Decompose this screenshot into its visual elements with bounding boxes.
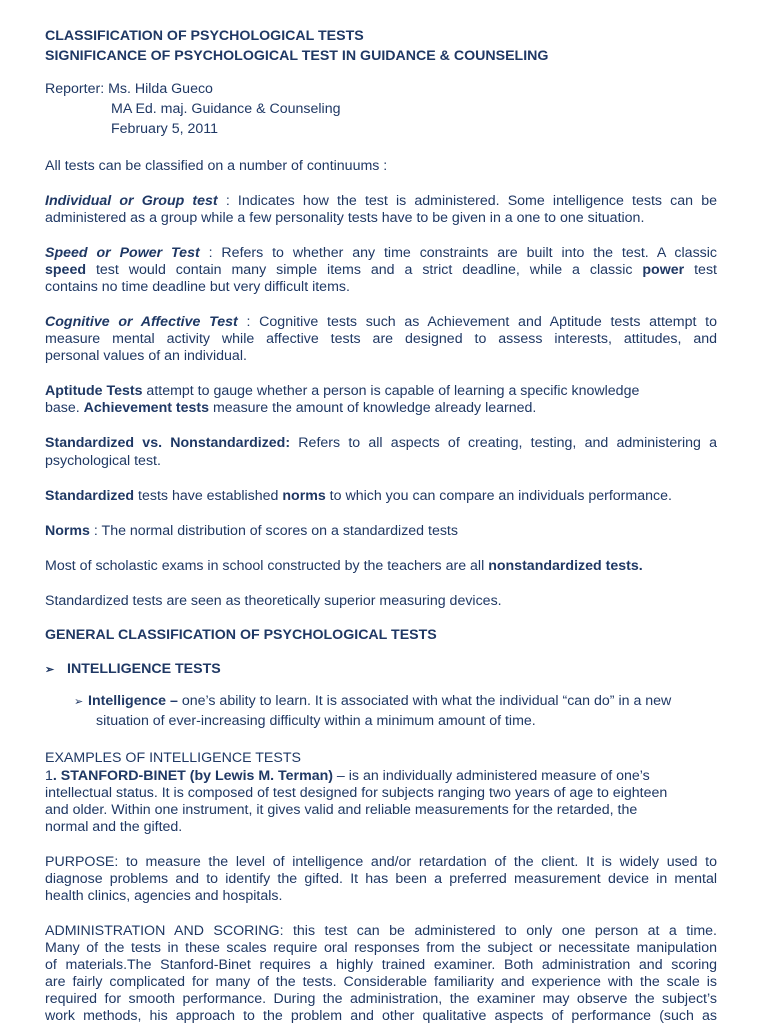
text-line	[45, 400, 536, 417]
text-line: personal values of an individual.	[45, 348, 247, 364]
text-span: measure the amount of knowledge already learned.	[209, 400, 537, 416]
text-span: Refers to all aspects of creating, testing, and administering a	[290, 435, 717, 451]
text-line	[45, 262, 717, 279]
text-line: intellectual status. It is composed of test designed for subjects ranging two years of age to eighteen	[45, 785, 668, 801]
text-span: : The normal distribution of scores on a standardized tests	[89, 523, 458, 539]
paragraph-norms-intro	[45, 488, 672, 505]
stanford-binet-paragraph	[45, 768, 650, 785]
text-line: contains no time deadline but very difficult items.	[45, 279, 350, 295]
paragraph-scholastic	[45, 558, 643, 575]
paragraph-standardized	[45, 435, 717, 452]
text-span: test	[684, 262, 717, 278]
text-span: attempt to gauge whether a person is capable of learning a specific knowledge	[142, 383, 640, 399]
term-cognitive-affective: Cognitive or Affective Test	[45, 314, 238, 330]
text-line: : Cognitive tests such as Achievement and Aptitude tests attempt to	[237, 314, 717, 330]
report-date: February 5, 2011	[111, 121, 218, 137]
arrow-bullet-icon: ➢	[74, 696, 84, 708]
reporter-degree: MA Ed. maj. Guidance & Counseling	[111, 101, 341, 117]
text-line: measure mental activity while affective tests are designed to assess interests, attitudes, and	[45, 331, 717, 347]
document-title: CLASSIFICATION OF PSYCHOLOGICAL TESTS	[45, 28, 364, 44]
bold-term: norms	[282, 488, 326, 504]
text-line: diagnose problems and to identify the gifted. It has been a preferred measurement device in mental	[45, 871, 717, 887]
text-span: tests have established	[134, 488, 283, 504]
text-line: situation of ever-increasing difficulty within a minimum amount of time.	[96, 713, 536, 729]
paragraph-individual-group	[45, 193, 717, 210]
paragraph-cognitive-affective	[45, 314, 717, 331]
bold-term: speed	[45, 262, 87, 278]
text-span: Most of scholastic exams in school constructed by the teachers are all	[45, 558, 489, 574]
paragraph-aptitude	[45, 383, 639, 400]
text-span: to which you can compare an individuals performance.	[325, 488, 672, 504]
text-line: are fairly complicated for many of the tests. Considerable familiarity and experience with the scale is	[45, 974, 717, 990]
text-line: : Indicates how the test is administered. Some intelligence tests can be	[217, 193, 717, 209]
arrow-bullet-icon: ➢	[45, 664, 55, 676]
list-number: 1	[45, 768, 53, 784]
bold-term: . STANFORD-BINET (by Lewis M. Terman)	[52, 768, 333, 784]
document-subtitle: SIGNIFICANCE OF PSYCHOLOGICAL TEST IN GUIDANCE & COUNSELING	[45, 48, 549, 64]
text-span: one’s ability to learn. It is associated with what the individual “can do” in a new	[177, 693, 672, 709]
term-speed-power: Speed or Power Test	[45, 245, 200, 261]
text-line: of materials.The Stanford-Binet requires a highly trained examiner. Both administration and scoring	[45, 957, 717, 973]
general-classification-heading: GENERAL CLASSIFICATION OF PSYCHOLOGICAL TESTS	[45, 627, 437, 643]
text-line: : Refers to whether any time constraints are built into the test. A classic	[199, 245, 717, 261]
bold-term: Norms	[45, 523, 90, 539]
bold-term: Standardized vs. Nonstandardized:	[45, 435, 291, 451]
text-line: psychological test.	[45, 453, 161, 469]
bold-term: nonstandardized tests.	[488, 558, 643, 574]
bold-term: power	[642, 262, 685, 278]
text-line: work methods, his approach to the problem and other qualitative aspects of performance (such as	[45, 1008, 717, 1024]
heading-text: INTELLIGENCE TESTS	[67, 661, 221, 677]
bold-term: Aptitude Tests	[45, 383, 143, 399]
administration-paragraph: ADMINISTRATION AND SCORING: this test can be administered to only one person at a time.	[45, 923, 717, 939]
paragraph-speed-power	[45, 245, 717, 262]
bold-term: Standardized	[45, 488, 135, 504]
text-line: administered as a group while a few personality tests have to be given in a one to one situation.	[45, 210, 645, 226]
text-span: – is an individually administered measure of one’s	[332, 768, 650, 784]
text-line: Many of the tests in these scales require oral responses from the subject or necessitate manipulation	[45, 940, 717, 956]
text-span: base.	[45, 400, 84, 416]
bold-term: Achievement tests	[83, 400, 210, 416]
examples-heading: EXAMPLES OF INTELLIGENCE TESTS	[45, 750, 301, 766]
text-line: normal and the gifted.	[45, 819, 183, 835]
text-line: and older. Within one instrument, it gives valid and reliable measurements for the retarded, the	[45, 802, 638, 818]
intelligence-definition	[74, 693, 717, 711]
intro-text: All tests can be classified on a number of continuums :	[45, 158, 388, 174]
text-span: test would contain many simple items and a strict deadline, while a classic	[86, 262, 643, 278]
text-line: required for smooth performance. During the administration, the examiner may observe the subject’s	[45, 991, 717, 1007]
text-line: health clinics, agencies and hospitals.	[45, 888, 283, 904]
paragraph-norms	[45, 523, 458, 540]
bold-term: Intelligence –	[88, 693, 178, 709]
paragraph-superior: Standardized tests are seen as theoretically superior measuring devices.	[45, 593, 502, 609]
reporter-line: Reporter: Ms. Hilda Gueco	[45, 81, 213, 97]
term-individual-group: Individual or Group test	[45, 193, 218, 209]
intelligence-tests-heading	[45, 661, 221, 679]
purpose-paragraph: PURPOSE: to measure the level of intelligence and/or retardation of the client. It is widely used to	[45, 854, 717, 870]
